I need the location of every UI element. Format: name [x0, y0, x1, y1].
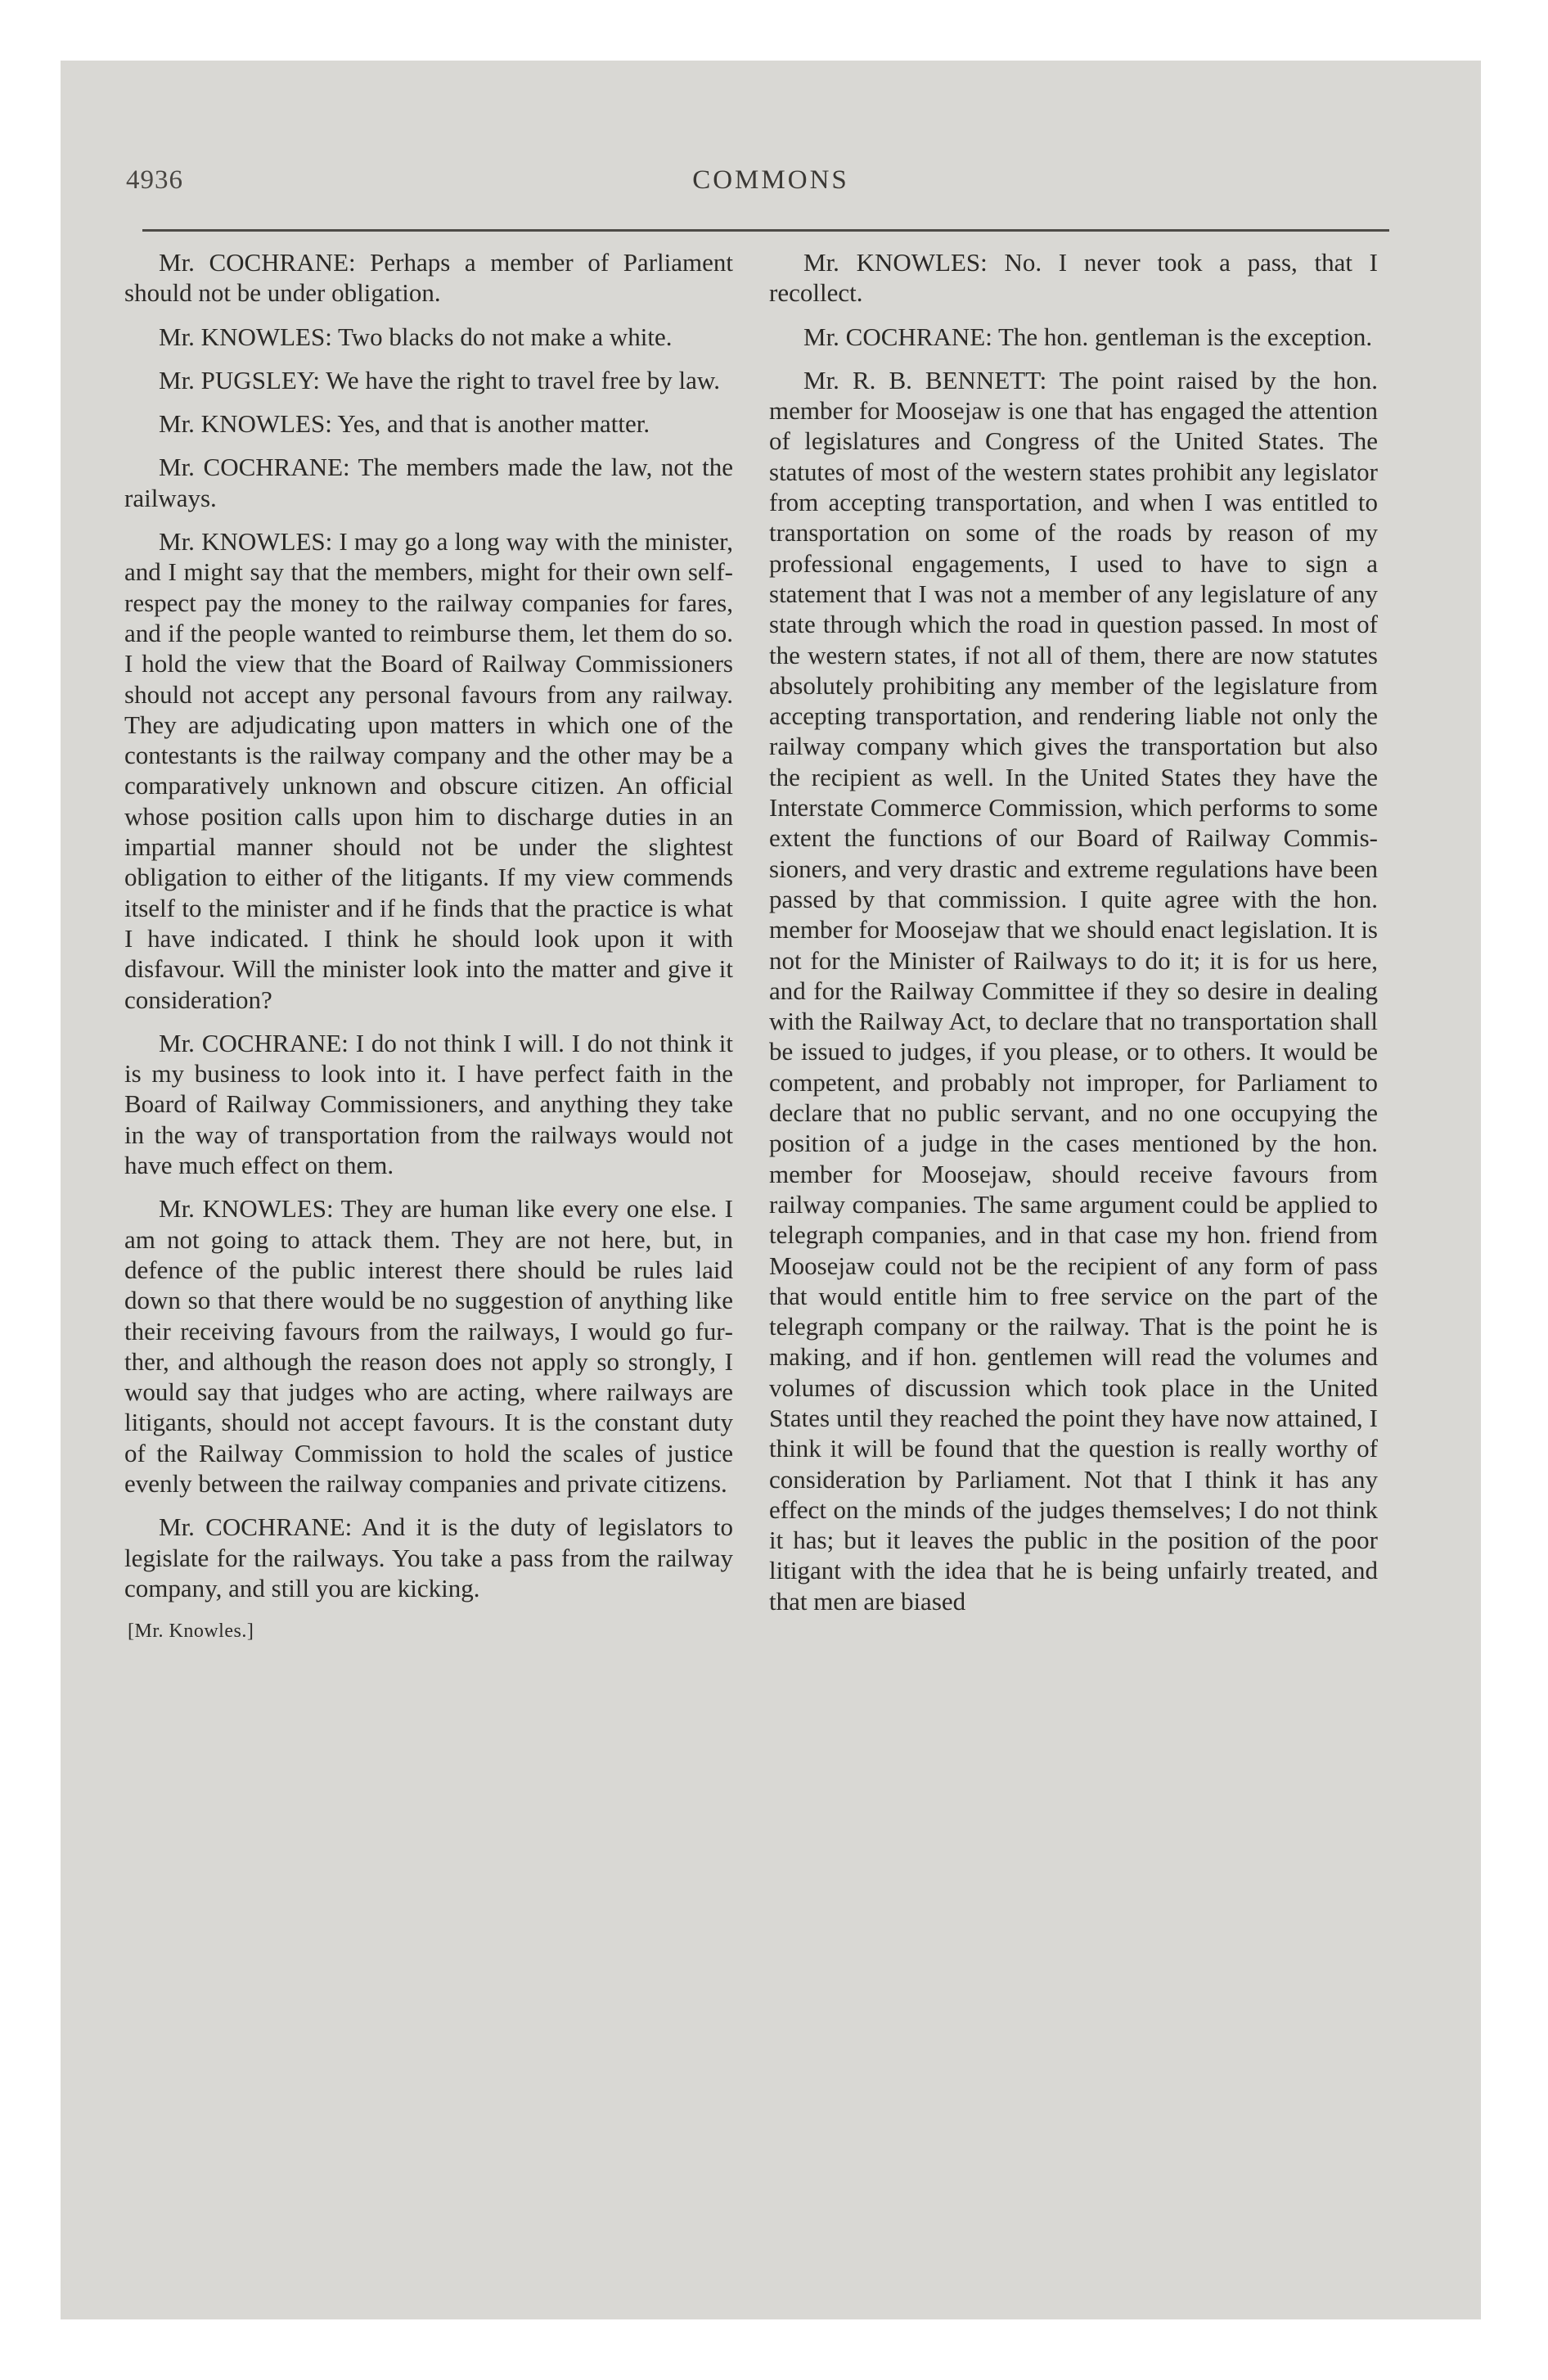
paragraph: Mr. KNOWLES: They are human like every one else. I am not going to attack them. They are not here, but, in defence of the public interest there should be rules laid down so that there would be no suggestion of anything like their receiving favours from the railways, I would go further, and although the reason does not apply so strongly, I would say that judges who are acting, where railways are litigants, should not accept favours. It is the constant duty of the Railway Commission to hold the scales of justice evenly between the railway companies and private citizens. — [124, 1194, 733, 1498]
paragraph: Mr. PUGSLEY: We have the right to travel free by law. — [159, 365, 720, 394]
paragraph: Mr. KNOWLES: Two blacks do not make a white. — [159, 322, 673, 351]
paragraph: Mr. R. B. BENNETT: The point raised by the hon. member for Moosejaw is one that has engaged the attention of legislatures and Congress of the United States. The statutes of most of the western states prohibit any legislator from accepting transportation, and when I was entitled to transportation on some of the roads by reason of my professional engagements, I used to have to sign a statement that I was not a member of any legislature of any state through which the road in question passed. In most of the western states, if not all of them, there are now statutes absolutely prohibiting any member of the legislature from accepting transportation, and rendering liable not only the railway company which gives the transportation but also the recipient as well. In the United States they have the Interstate Commerce Commission, which performs to some extent the functions of our Board of Railway Commissioners, and very drastic and extreme regulations have been passed by that commission. I quite agree with the hon. member for Moosejaw that we should enact legislation. It is not for the Minister of Railways to do it; it is for us here, and for the Railway Committee if they so desire in dealing with the Railway Act, to declare that no transportation shall be issued to judges, if you please, or to others. It would be competent, and probably not improper, for Parliament to declare that no public servant, and no one occupying the position of a judge in the cases mentioned by the hon. member for Moosejaw, should receive favours from railway companies. The same argument could be applied to telegraph companies, and in that case my hon. friend from Moosejaw could not be the recipient of any form of pass that would entitle him to free service on the part of the telegraph company or the railway. That is the point he is making, and if hon. gentlemen will read the volumes and volumes of discussion which took place in the United States until they reached the point they have now attained, I think it will be found that the question is really worthy of consideration by Parliament. Not that I think it has any effect on the minds of the judges themselves; I do not think it has; but it leaves the public in the position of the poor litigant with the idea that he is being unfairly treated, and that men are biased — [769, 365, 1378, 1616]
header-rule — [142, 229, 1389, 232]
paragraph: Mr. COCHRANE: The hon. gentleman is the exception. — [803, 322, 1373, 351]
paragraph: Mr. COCHRANE: Perhaps a member of Parliament should not be under obligation. — [124, 248, 733, 308]
running-head: COMMONS — [692, 165, 849, 195]
speaker-footer-tag: [Mr. Knowles.] — [128, 1620, 254, 1643]
paragraph: Mr. KNOWLES: No. I never took a pass, that I recollect. — [769, 248, 1378, 308]
scanned-page — [61, 61, 1481, 2319]
paragraph: Mr. COCHRANE: The members made the law, not the railways. — [124, 453, 733, 512]
left-column — [124, 247, 733, 1647]
page-number: 4936 — [126, 165, 183, 195]
right-column — [769, 247, 1378, 1629]
paragraph: Mr. COCHRANE: I do not think I will. I do not think it is my business to look into it. I have perfect faith in the Board of Railway Commissioners, and anything they take in the way of transportation from the railways would not have much effect on them. — [124, 1028, 733, 1180]
paragraph: Mr. COCHRANE: And it is the duty of legislators to legislate for the railways. You take a pass from the railway company, and still you are kicking. — [124, 1512, 733, 1602]
paragraph: Mr. KNOWLES: Yes, and that is another matter. — [159, 409, 650, 439]
paragraph: Mr. KNOWLES: I may go a long way with the minister, and I might say that the members, might for their own self-respect pay the money to the railway companies for fares, and if the people wanted to reimburse them, let them do so. I hold the view that the Board of Railway Commissioners should not accept any personal favours from any railway. They are adjudicating upon matters in which one of the contestants is the railway company and the other may be a comparatively unknown and obscure citizen. An official whose position calls upon him to discharge duties in an impartial manner should not be under the slightest obligation to either of the litigants. If my view commends itself to the minister and if he finds that the practice is what I have indicated. I think he should look upon it with disfavour. Will the minister look into the matter and give it consideration? — [124, 527, 733, 1014]
